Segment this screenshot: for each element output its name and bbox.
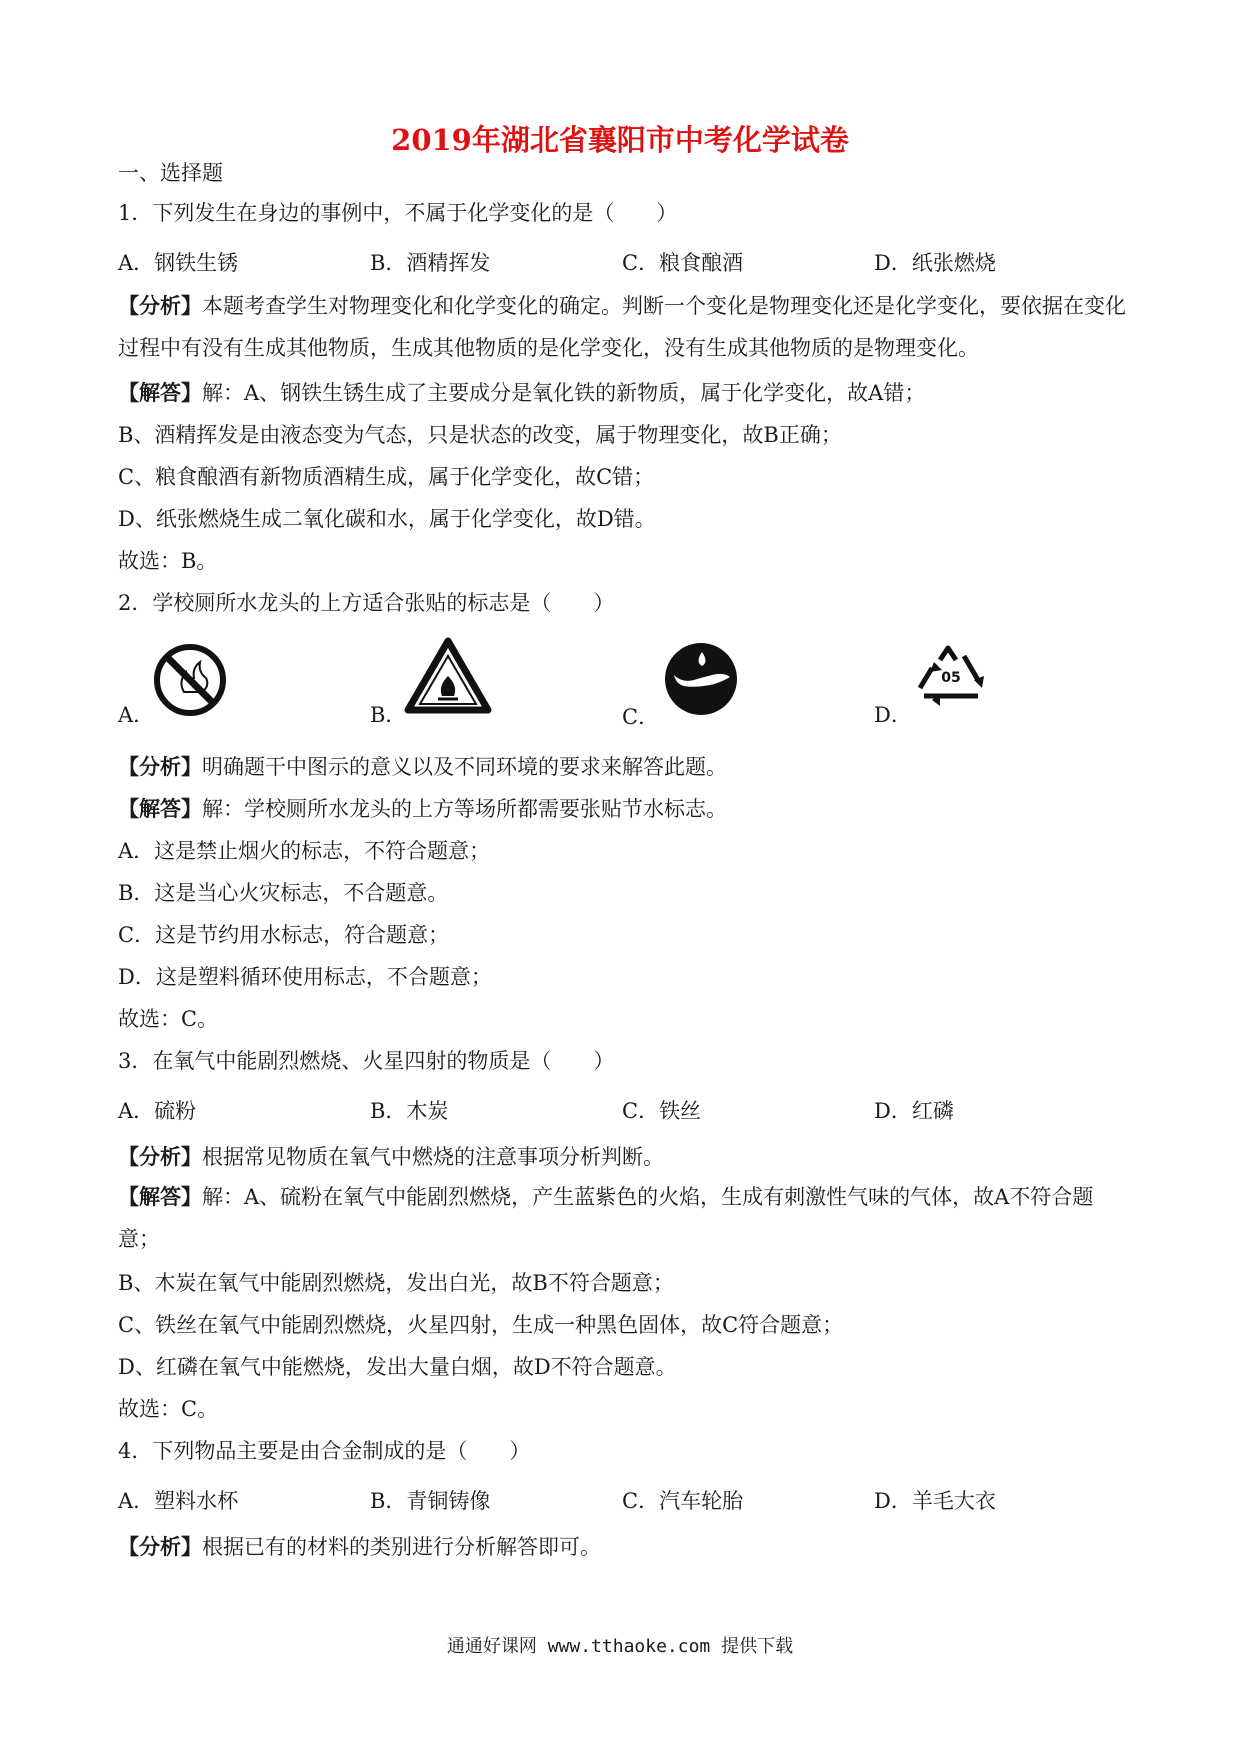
analysis-tag: 【分析】 bbox=[118, 293, 202, 318]
no-fire-sign-icon bbox=[150, 640, 230, 720]
recycle-05-sign-icon bbox=[912, 644, 990, 714]
q3-answer-line: D、红磷在氧气中能燃烧，发出大量白烟，故D不符合题意。 bbox=[118, 1355, 677, 1379]
q1-stem: 1．下列发生在身边的事例中，不属于化学变化的是（ ） bbox=[118, 201, 678, 225]
q2-answer-line: C．这是节约用水标志，符合题意； bbox=[118, 923, 450, 947]
q3-answer bbox=[118, 1176, 1128, 1260]
q1-option-a: A．钢铁生锈 bbox=[118, 251, 239, 275]
analysis-tag: 【分析】 bbox=[118, 1534, 202, 1559]
q2-option-d-label: D． bbox=[874, 703, 912, 727]
flammable-warning-sign-icon bbox=[404, 636, 492, 716]
q3-analysis bbox=[118, 1142, 664, 1172]
q2-stem: 2．学校厕所水龙头的上方适合张贴的标志是（ ） bbox=[118, 591, 615, 615]
q1-option-c: C．粮食酿酒 bbox=[622, 251, 744, 275]
q1-answer-line: C、粮食酿酒有新物质酒精生成，属于化学变化，故C错； bbox=[118, 465, 655, 489]
q4-option-c: C．汽车轮胎 bbox=[622, 1489, 744, 1513]
q3-option-d: D．红磷 bbox=[874, 1099, 954, 1123]
q3-option-a: A．硫粉 bbox=[118, 1099, 197, 1123]
q2-choice: 故选：C。 bbox=[118, 1007, 219, 1031]
q2-analysis bbox=[118, 752, 727, 782]
answer-tag: 【解答】 bbox=[118, 380, 202, 405]
q1-analysis-text: 本题考查学生对物理变化和化学变化的确定。判断一个变化是物理变化还是化学变化，要依据在变化过程中有没有生成其他物质，生成其他物质的是化学变化，没有生成其他物质的是物理变化。 bbox=[118, 294, 1126, 360]
q4-analysis bbox=[118, 1532, 601, 1562]
q1-analysis bbox=[118, 285, 1128, 369]
page-title: 2019年湖北省襄阳市中考化学试卷 bbox=[391, 123, 849, 157]
q2-option-c-label: C． bbox=[622, 705, 660, 729]
q4-option-b: B．青铜铸像 bbox=[370, 1489, 491, 1513]
answer-tag: 【解答】 bbox=[118, 1184, 202, 1209]
q1-answer-line: B、酒精挥发是由液态变为气态，只是状态的改变，属于物理变化，故B正确； bbox=[118, 423, 842, 447]
q2-option-a-label: A． bbox=[118, 703, 155, 727]
q4-analysis-text: 根据已有的材料的类别进行分析解答即可。 bbox=[202, 1535, 601, 1559]
q2-analysis-text: 明确题干中图示的意义以及不同环境的要求来解答此题。 bbox=[202, 755, 727, 779]
q4-option-d: D．羊毛大衣 bbox=[874, 1489, 996, 1513]
q1-answer-line: D、纸张燃烧生成二氧化碳和水，属于化学变化，故D错。 bbox=[118, 507, 656, 531]
recycle-code-label: 05 bbox=[941, 670, 961, 686]
q3-choice: 故选：C。 bbox=[118, 1397, 219, 1421]
analysis-tag: 【分析】 bbox=[118, 1144, 202, 1169]
analysis-tag: 【分析】 bbox=[118, 754, 202, 779]
water-saving-sign-icon bbox=[662, 640, 740, 718]
q3-analysis-text: 根据常见物质在氧气中燃烧的注意事项分析判断。 bbox=[202, 1145, 664, 1169]
answer-tag: 【解答】 bbox=[118, 796, 202, 821]
q2-answer-line: A．这是禁止烟火的标志，不符合题意； bbox=[118, 839, 491, 863]
q4-option-a: A．塑料水杯 bbox=[118, 1489, 239, 1513]
section-heading: 一、选择题 bbox=[118, 161, 223, 185]
q1-option-b: B．酒精挥发 bbox=[370, 251, 491, 275]
q2-answer bbox=[118, 794, 727, 824]
q3-answer-line: B、木炭在氧气中能剧烈燃烧，发出白光，故B不符合题意； bbox=[118, 1271, 674, 1295]
q4-stem: 4．下列物品主要是由合金制成的是（ ） bbox=[118, 1439, 531, 1463]
page-footer: 通通好课网 www.tthaoke.com 提供下载 bbox=[446, 1636, 794, 1657]
q3-option-b: B．木炭 bbox=[370, 1099, 449, 1123]
q2-answer-line: D．这是塑料循环使用标志，不合题意； bbox=[118, 965, 492, 989]
q3-answer-first: 解：A、硫粉在氧气中能剧烈燃烧，产生蓝紫色的火焰，生成有刺激性气味的气体，故A不符合题意； bbox=[118, 1185, 1094, 1251]
q1-option-d: D．纸张燃烧 bbox=[874, 251, 996, 275]
q1-answer bbox=[118, 378, 925, 408]
q3-stem: 3．在氧气中能剧烈燃烧、火星四射的物质是（ ） bbox=[118, 1049, 615, 1073]
q2-option-b-label: B． bbox=[370, 703, 407, 727]
q2-answer-line: B．这是当心火灾标志，不合题意。 bbox=[118, 881, 449, 905]
q2-answer-first: 解：学校厕所水龙头的上方等场所都需要张贴节水标志。 bbox=[202, 797, 727, 821]
q3-option-c: C．铁丝 bbox=[622, 1099, 702, 1123]
q3-answer-line: C、铁丝在氧气中能剧烈燃烧，火星四射，生成一种黑色固体，故C符合题意； bbox=[118, 1313, 844, 1337]
q1-answer-first: 解：A、钢铁生锈生成了主要成分是氧化铁的新物质，属于化学变化，故A错； bbox=[202, 381, 926, 405]
q1-choice: 故选：B。 bbox=[118, 549, 218, 573]
